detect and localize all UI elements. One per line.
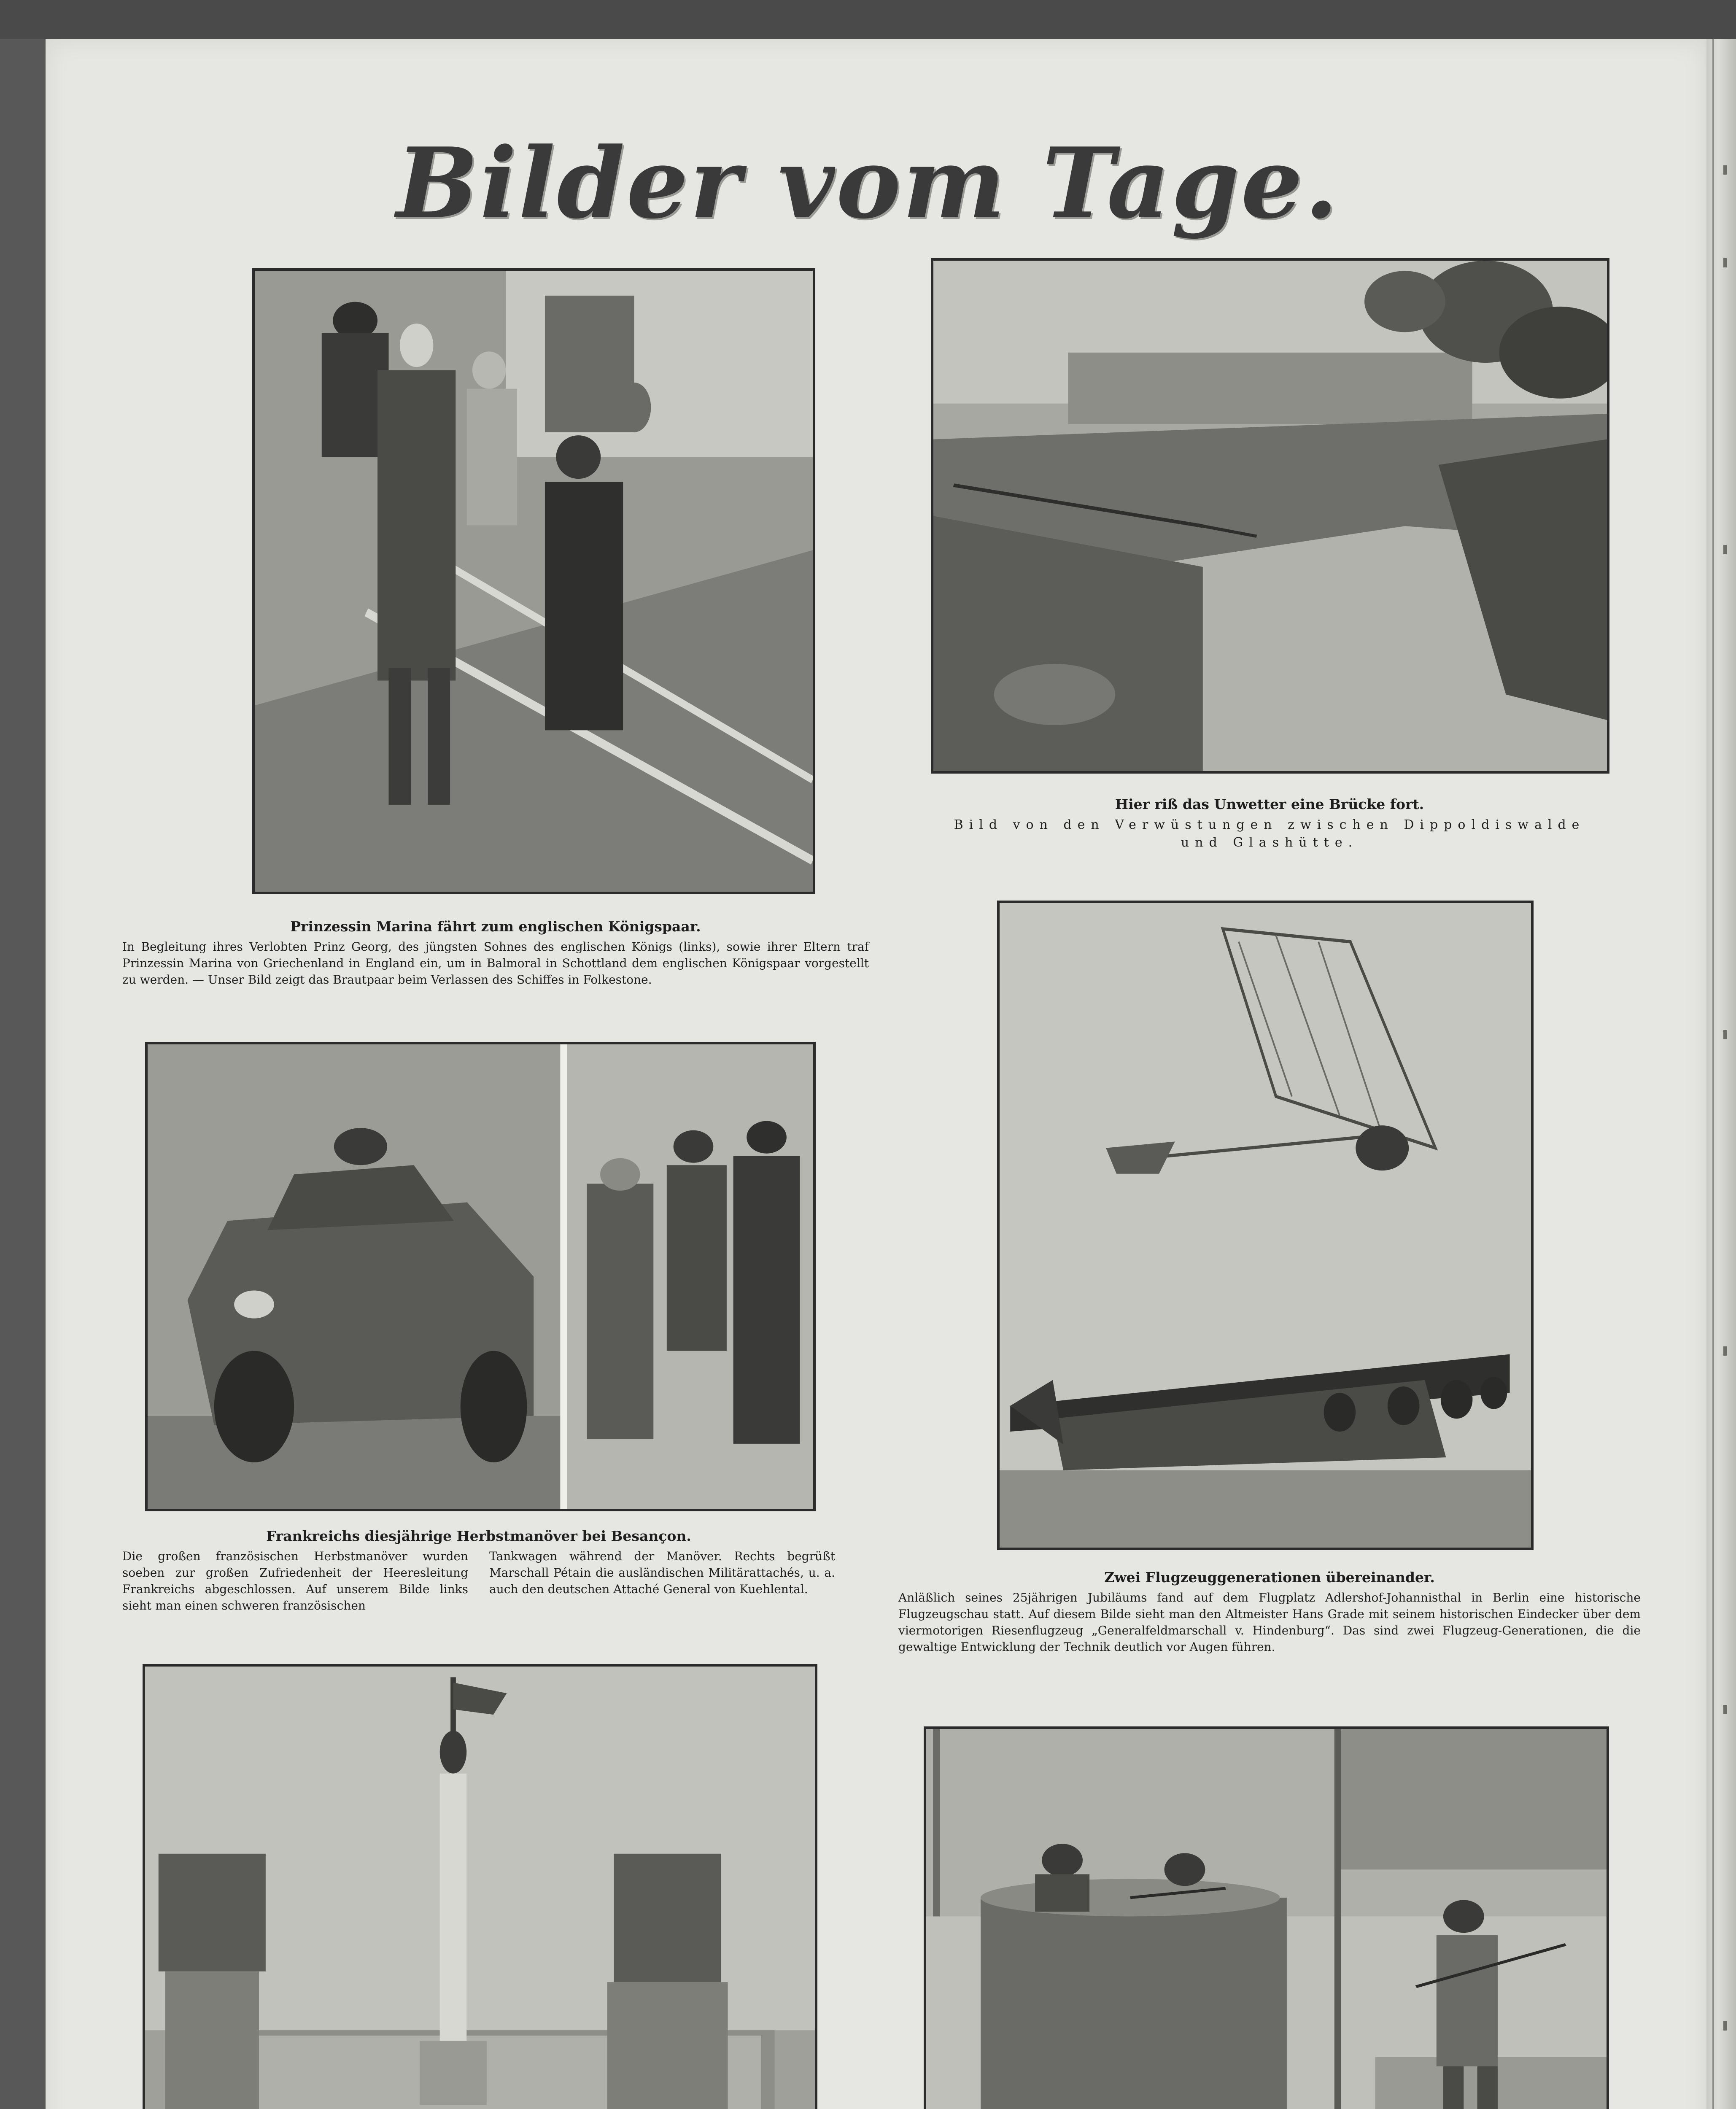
caption-body-left: Die großen französischen Herbstmanöver wurden soeben zur großen Zufriedenheit der Heeresleitung Frankreichs abgeschlossen. Auf unserem Bilde links sieht man einen schweren französischen [122,1549,468,1613]
caption-bridge [941,795,1599,852]
caption-columns [122,1548,835,1614]
scan-background [0,0,1736,39]
edge-mark [1723,2021,1727,2031]
caption-title: Frankreichs diesjährige Herbstmanöver bei Besançon. [266,1528,691,1544]
photo-marina-illustration [255,271,813,892]
edge-mark [1723,545,1727,554]
caption-body-right: Tankwagen während der Manöver. Rechts begrüßt Marschall Pétain die ausländischen Militärattachés, u. a. auch den deutschen Attaché General von Kuehlental. [489,1549,835,1596]
caption-title: Hier riß das Unwetter eine Brücke fort. [1115,796,1424,812]
photo-memorial-design [143,1664,817,2109]
photo-bridge-illustration [933,261,1607,771]
caption-title: Zwei Flugzeuggenerationen übereinander. [1104,1569,1435,1586]
edge-mark [1723,1030,1727,1039]
caption-title: Prinzessin Marina fährt zum englischen Königspaar. [290,918,701,935]
page-fold [1712,39,1714,2109]
caption-subtitle: Bild von den Verwüstungen zwischen Dippoldiswalde und Glashütte. [954,817,1585,850]
edge-mark [1723,258,1727,267]
page-headline: Bilder vom Tage. [396,127,1340,240]
caption-body: In Begleitung ihres Verlobten Prinz Georg, des jüngsten Sohnes des englischen Königs (links), sowie ihrer Eltern traf Prinzessin Marina von Griechenland in England ein, um in Balmoral in Schottland dem englischen Königspaar vorgestellt zu werden. — Unser Bild zeigt das Brautpaar beim Verlassen des Schiffes in Folkestone. [122,940,869,987]
photo-two-aircraft [997,901,1534,1550]
adjacent-page-edge [1706,39,1736,2109]
edge-mark [1723,1705,1727,1714]
photo-memorial-illustration [145,1667,815,2109]
photo-maneuvers-illustration [148,1044,813,1509]
caption-princess-marina [122,917,869,988]
photo-armored-tower [924,1726,1609,2109]
photo-tower-illustration [926,1729,1607,2109]
photo-bridge-destroyed [931,258,1609,774]
caption-french-maneuvers [122,1527,835,1614]
photo-french-maneuvers [145,1042,816,1511]
photo-princess-marina [252,268,815,894]
photo-aircraft-illustration [1000,903,1531,1548]
caption-two-aircraft [898,1568,1641,1655]
edge-mark [1723,1346,1727,1356]
caption-body: Anläßlich seines 25jährigen Jubiläums fand auf dem Flugplatz Adlershof-Johannisthal in Berlin eine historische Flugzeugschau statt. Auf diesem Bilde sieht man den Altmeister Hans Grade mit seinem historischen Eindecker über dem viermotorigen Riesenflugzeug „Generalfeldmarschall v. Hindenburg“. Das sind zwei Flugzeug-Generationen, die die gewaltige Entwicklung der Technik deutlich vor Augen führen. [898,1591,1641,1654]
